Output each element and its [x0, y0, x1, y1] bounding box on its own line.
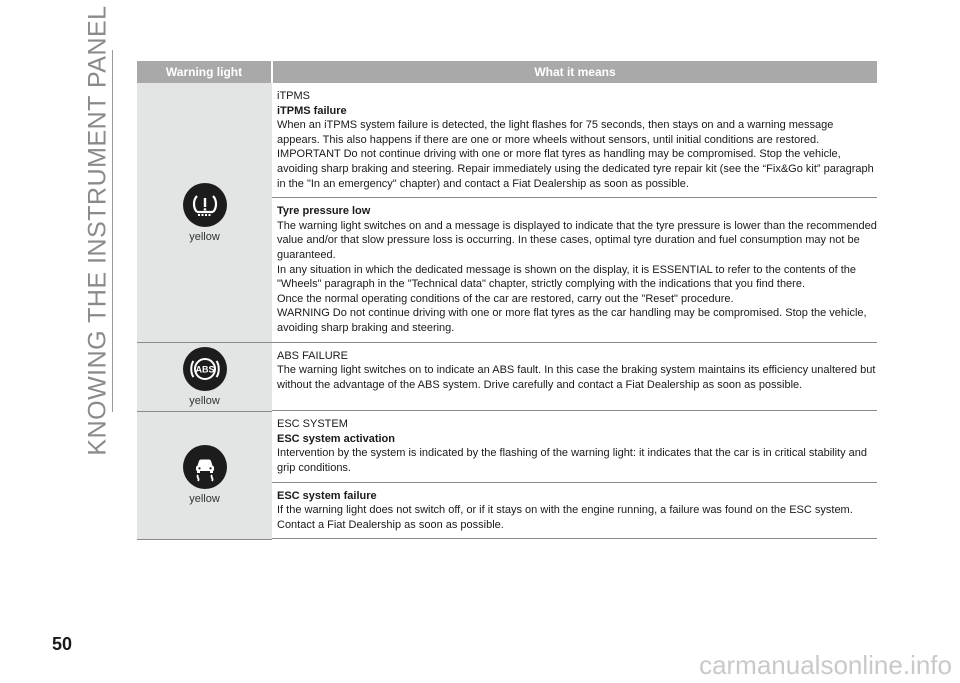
description-cell	[272, 343, 877, 412]
color-label: yellow	[189, 493, 220, 506]
icon-cell	[137, 83, 272, 343]
warning-lights-table	[137, 61, 877, 540]
tyre-pressure-warning-icon	[183, 183, 227, 227]
block-paragraph: When an iTPMS system failure is detected, the light flashes for 75 seconds, then stays on and a warning message appears. This also happens if there are one or more wheels without sensors, until initial conditions are restored.	[277, 119, 834, 146]
table-header-row	[137, 61, 877, 83]
block-paragraph: IMPORTANT Do not continue driving with one or more flat tyres as handling may be compromised. Stop the vehicle, avoiding sharp braking and steering. Repair immediately using the dedicated tyre repair kit (see the “Fix&Go kit” paragraph in the "In an emergency" chapter) and contact a Fiat Dealership as soon as possible.	[277, 148, 874, 190]
description-block	[272, 343, 877, 412]
block-heading: ESC system activation	[277, 432, 395, 445]
header-what-it-means: What it means	[272, 61, 877, 83]
block-paragraph: If the warning light does not switch off, or if it stays on with the engine running, a failure was found on the ESC system. Contact a Fiat Dealership as soon as possible.	[277, 504, 853, 531]
block-paragraph: In any situation in which the dedicated message is shown on the display, it is ESSENTIAL to refer to the contents of the "Wheels" paragraph in the "Technical data" chapter, strictly complying with the indications that you find there.	[277, 263, 857, 291]
block-paragraph: The warning light switches on to indicate an ABS fault. In this case the braking system maintains its efficiency unaltered but without the advantage of the ABS system. Drive carefully and contact a Fiat Dealership as soon as possible.	[277, 364, 876, 391]
block-paragraph: Intervention by the system is indicated by the flashing of the warning light: it indicates that the car is in critical stability and grip conditions.	[277, 447, 868, 475]
page-number: 50	[52, 634, 73, 654]
icon-cell	[137, 411, 272, 539]
block-caption: ABS FAILURE	[277, 349, 348, 362]
table-row-esc	[137, 411, 877, 539]
description-block	[272, 483, 877, 540]
side-divider	[112, 50, 113, 412]
header-warning-light: Warning light	[137, 61, 272, 83]
block-paragraph: Once the normal operating conditions of the car are restored, carry out the "Reset" procedure.	[277, 292, 734, 305]
esc-skidding-car-icon	[183, 445, 227, 489]
description-block	[272, 83, 877, 198]
block-paragraph: The warning light switches on and a message is displayed to indicate that the tyre pressure is lower than the recommended value and/or that slow pressure loss is occurring. In these cases, optimal tyre duration and fuel consumption may not be guaranteed.	[277, 219, 877, 261]
block-heading: ESC system failure	[277, 489, 377, 502]
table-row-itpms	[137, 83, 877, 343]
abs-icon-text: ABS	[194, 364, 215, 375]
block-paragraph: WARNING Do not continue driving with one or more flat tyres as the car handling may be compromised. Stop the vehicle, avoiding sharp braking and steering.	[277, 307, 867, 334]
color-label: yellow	[189, 230, 220, 243]
abs-warning-icon	[183, 347, 227, 391]
color-label: yellow	[189, 394, 220, 407]
icon-cell	[137, 343, 272, 412]
watermark: carmanualsonline.info	[699, 650, 952, 680]
block-caption: iTPMS	[277, 90, 310, 102]
description-cell	[272, 83, 877, 343]
block-heading: Tyre pressure low	[277, 205, 371, 218]
chapter-title-text: KNOWING THE INSTRUMENT PANEL	[83, 4, 112, 456]
table-row-abs	[137, 343, 877, 412]
block-caption: ESC SYSTEM	[277, 418, 348, 431]
block-heading: iTPMS failure	[277, 104, 347, 117]
description-block	[272, 198, 877, 342]
description-block	[272, 411, 877, 482]
description-cell	[272, 411, 877, 539]
